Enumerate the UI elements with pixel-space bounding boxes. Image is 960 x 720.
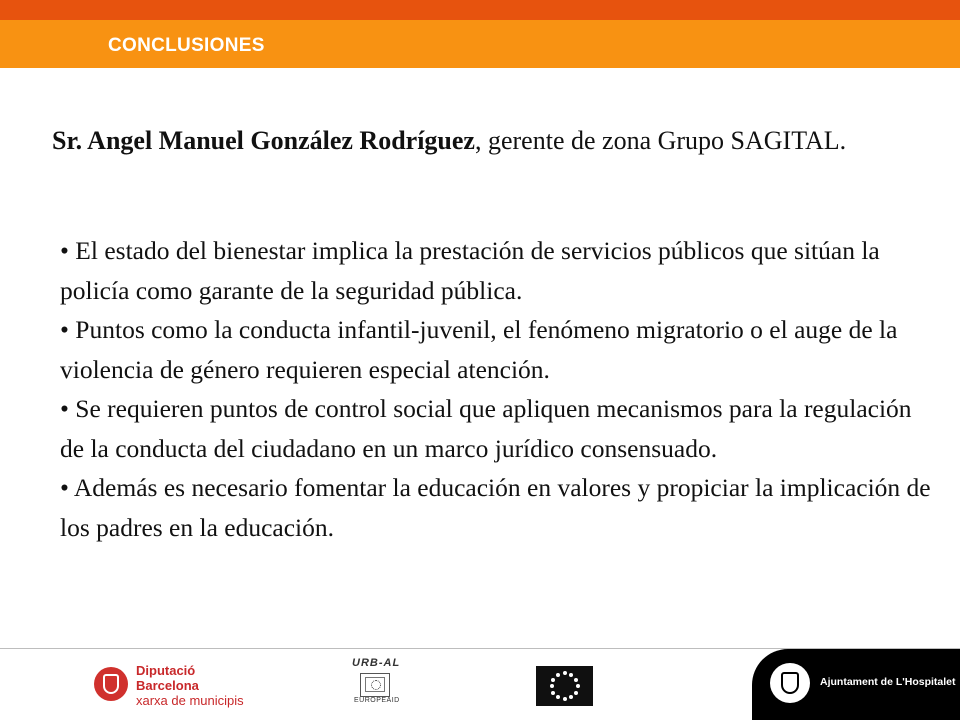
speaker-name: Sr. Angel Manuel González Rodríguez — [52, 126, 475, 155]
ajuntament-logo — [752, 649, 960, 720]
urbal-logo — [348, 657, 404, 715]
eu-star — [569, 695, 573, 699]
diputacio-wordmark — [136, 663, 244, 708]
eu-star — [551, 691, 555, 695]
eu-star — [576, 684, 580, 688]
eu-star — [574, 678, 578, 682]
header-bar — [0, 20, 960, 68]
list-item: • El estado del bienestar implica la prestación de servicios públicos que sitúan la policía como garante de la seguridad pública. — [60, 236, 880, 305]
footer-logos — [0, 649, 960, 720]
diputacio-line3: xarxa de municipis — [136, 693, 244, 708]
diputacio-line2: Barcelona — [136, 678, 199, 693]
top-accent-strip — [0, 0, 960, 20]
speaker-role: , gerente de zona Grupo SAGITAL. — [474, 126, 847, 155]
conclusion-list — [60, 231, 932, 547]
ajuntament-label: Ajuntament de L'Hospitalet — [820, 676, 956, 688]
eu-star — [574, 691, 578, 695]
diputacio-seal-icon — [94, 667, 128, 701]
eu-star — [563, 697, 567, 701]
section-title: CONCLUSIONES — [108, 35, 265, 56]
europeaid-emblem-icon — [360, 673, 390, 697]
eu-star — [556, 673, 560, 677]
ajuntament-seal-icon — [770, 663, 810, 703]
list-item: • Se requieren puntos de control social que apliquen mecanismos para la regulación de la conducta del ciudadano en un marco jurídico consensuado. — [60, 394, 912, 463]
eu-star — [551, 678, 555, 682]
eu-star — [556, 695, 560, 699]
list-item: • Además es necesario fomentar la educación en valores y propiciar la implicación de los padres en la educación. — [60, 473, 931, 542]
eu-star — [563, 671, 567, 675]
eu-flag-icon — [536, 666, 593, 706]
eu-star — [550, 684, 554, 688]
diputacio-logo — [94, 661, 284, 711]
speaker-intro — [52, 122, 912, 160]
urbal-subtitle: EUROPEAID — [354, 697, 400, 704]
list-item: • Puntos como la conducta infantil-juvenil, el fenómeno migratorio o el auge de la violencia de género requieren especial atención. — [60, 315, 898, 384]
eu-star — [569, 673, 573, 677]
urbal-title: URB-AL — [352, 657, 401, 669]
diputacio-line1: Diputació — [136, 663, 196, 678]
